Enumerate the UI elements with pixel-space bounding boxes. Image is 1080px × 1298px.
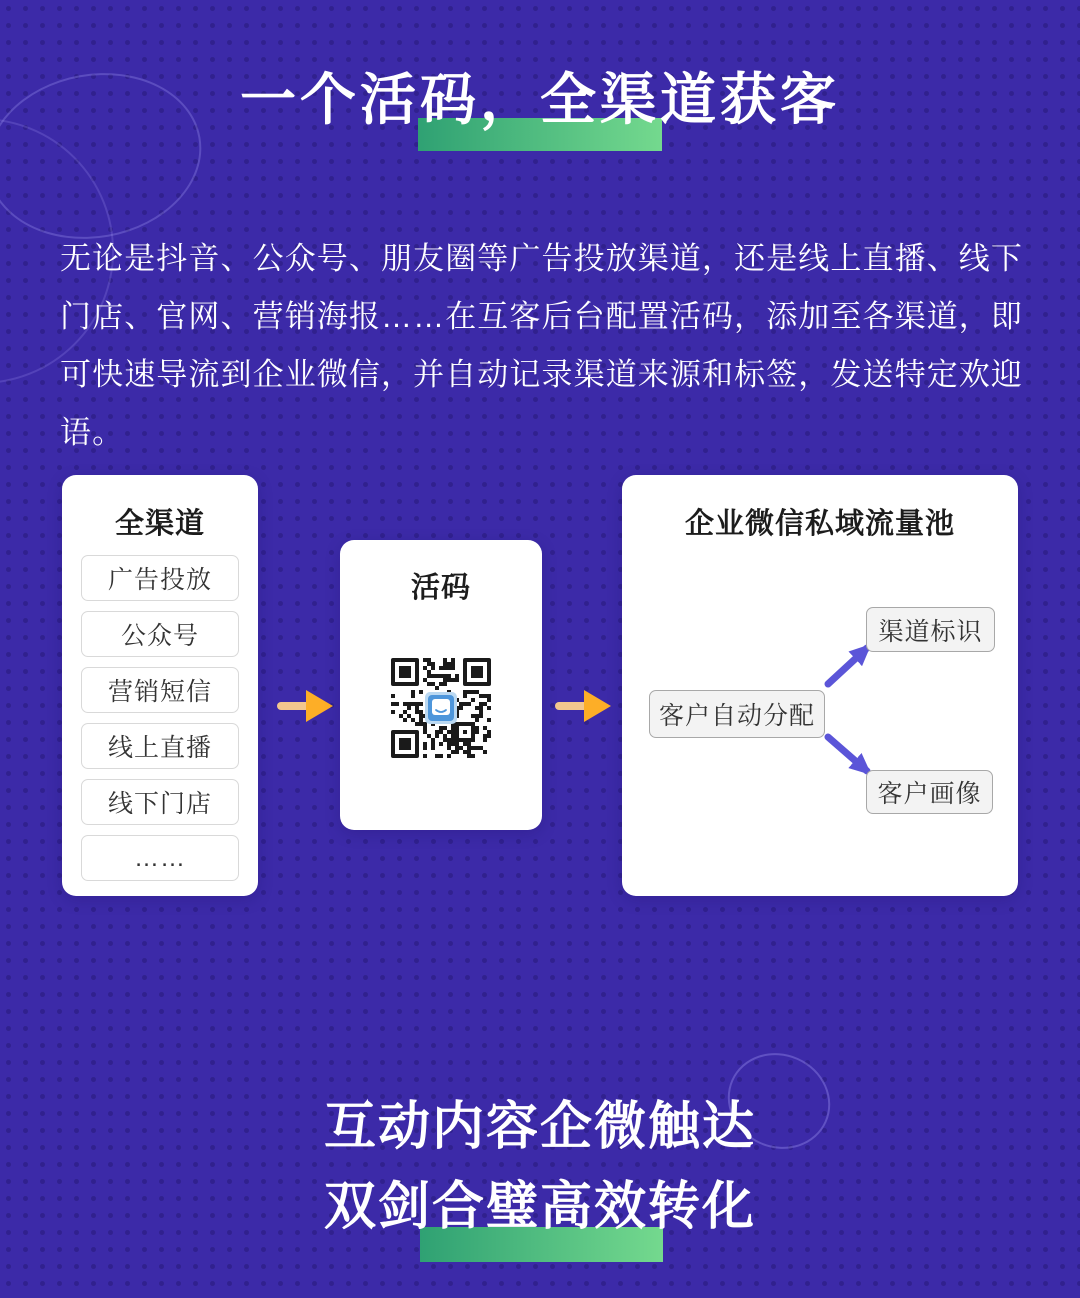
footer-title-line2: 双剑合璧高效转化 [323,1178,756,1236]
qr-card-title: 活码 [410,572,471,604]
channels-card [62,475,258,896]
qr-code [391,658,491,758]
qr-card [340,540,542,830]
pool-node-channel-tag: 渠道标识 [866,607,995,652]
arrow-right-icon [277,686,335,726]
channel-item: …… [81,835,239,881]
channel-item: 营销短信 [81,667,239,713]
pool-card-title: 企业微信私域流量池 [684,508,955,540]
channel-item: 线上直播 [81,723,239,769]
footer-title-line1: 互动内容企微触达 [323,1098,756,1156]
pool-node-auto-assign: 客户自动分配 [649,690,825,738]
channels-card-title: 全渠道 [114,508,205,540]
channel-item: 广告投放 [81,555,239,601]
arrow-right-icon [555,686,613,726]
arrow-down-right-icon [828,737,867,771]
intro-paragraph: 无论是抖音、公众号、朋友圈等广告投放渠道，还是线上直播、线下门店、官网、营销海报……在互客后台配置活码，添加至各渠道，即可快速导流到企业微信，并自动记录渠道来源和标签，发送特定欢迎语。 [60,241,1023,450]
pool-node-customer-profile: 客户画像 [866,770,993,814]
page-title: 一个活码，全渠道获客 [240,68,840,131]
channel-item: 公众号 [81,611,239,657]
channel-item: 线下门店 [81,779,239,825]
channels-list [81,555,239,891]
arrow-up-right-icon [828,648,867,684]
pool-card [622,475,1018,896]
branch-arrows [622,475,1018,896]
